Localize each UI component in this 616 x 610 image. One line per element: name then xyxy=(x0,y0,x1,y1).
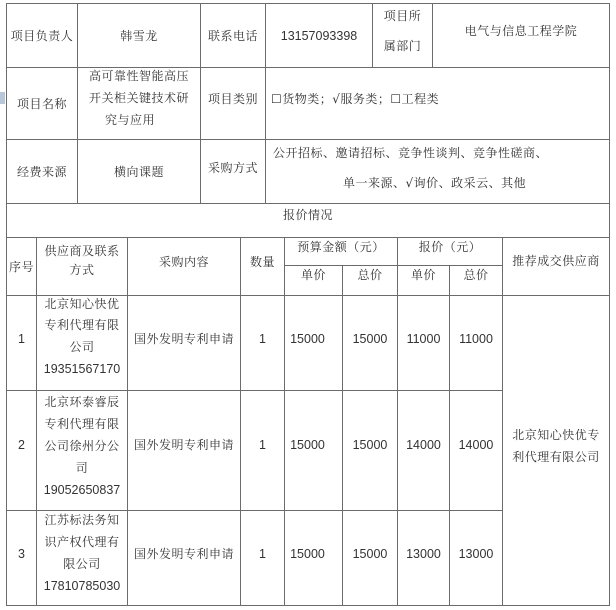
row1-seq: 1 xyxy=(18,331,25,346)
funding-source-label: 经费来源 xyxy=(16,164,67,179)
dept-label-line1: 项目所 xyxy=(383,9,422,23)
leader-label: 项目负责人 xyxy=(10,28,74,43)
row2-budget-unit: 15000 xyxy=(290,438,325,452)
project-type-value: ☐货物类；√服务类；☐工程类 xyxy=(271,92,440,106)
row2-supplier-line3: 公司徐州分公 xyxy=(44,439,120,453)
row3-supplier-line2: 识产权代理有 xyxy=(44,535,120,549)
row1-qty: 1 xyxy=(259,331,266,346)
row2-content: 国外发明专利申请 xyxy=(133,438,234,452)
row3-supplier-phone: 17810785030 xyxy=(43,579,121,593)
col-quote-header: 报价（元） xyxy=(418,240,482,254)
col-recommended-header: 推荐成交供应商 xyxy=(512,254,600,268)
funding-source-value: 横向课题 xyxy=(113,164,164,179)
col-budget-total-header: 总价 xyxy=(357,268,383,282)
row1-content: 国外发明专利申请 xyxy=(133,331,234,346)
recommended-supplier-line2: 利代理有限公司 xyxy=(512,450,600,464)
leader-value: 韩雪龙 xyxy=(120,28,158,43)
dept-label-line2: 属部门 xyxy=(383,39,422,53)
row2-supplier-line4: 司 xyxy=(75,461,89,475)
row3-supplier-line3: 限公司 xyxy=(63,557,101,571)
recommended-supplier-line1: 北京知心快优专 xyxy=(512,428,600,442)
phone-label: 联系电话 xyxy=(207,28,258,43)
col-quote-unit-header: 单价 xyxy=(410,268,436,282)
row1-supplier-phone: 19351567170 xyxy=(43,362,121,376)
row1-budget-unit: 15000 xyxy=(290,331,325,346)
grid-line xyxy=(609,3,610,606)
col-budget-unit-header: 单价 xyxy=(300,268,326,282)
col-quote-total-header: 总价 xyxy=(463,268,489,282)
row1-quote-unit: 11000 xyxy=(406,331,441,346)
row1-supplier-line2: 专利代理有限 xyxy=(44,318,120,332)
row2-supplier-line1: 北京环泰睿辰 xyxy=(44,395,120,409)
row3-budget-unit: 15000 xyxy=(290,546,325,561)
row3-supplier-line1: 江苏标法务知 xyxy=(44,513,120,527)
row2-supplier-line2: 专利代理有限 xyxy=(44,417,120,431)
col-supplier-header-line2: 方式 xyxy=(69,263,95,277)
row3-quote-unit: 13000 xyxy=(406,546,441,561)
project-name-label: 项目名称 xyxy=(16,96,67,111)
row1-quote-total: 11000 xyxy=(459,331,493,346)
procurement-method-line2: 单一来源、√询价、政采云、其他 xyxy=(343,176,527,190)
grid-line xyxy=(502,237,503,605)
dept-value: 电气与信息工程学院 xyxy=(464,24,578,38)
row3-seq: 3 xyxy=(18,546,25,561)
margin-marker xyxy=(0,92,5,104)
quote-section-title: 报价情况 xyxy=(282,208,333,222)
row1-budget-total: 15000 xyxy=(352,331,388,346)
col-content-header: 采购内容 xyxy=(158,255,209,269)
row2-quote-total: 14000 xyxy=(458,438,494,452)
row2-budget-total: 15000 xyxy=(352,438,388,452)
col-supplier-header-line1: 供应商及联系 xyxy=(44,244,120,258)
row1-supplier-line1: 北京知心快优 xyxy=(44,297,120,311)
row1-supplier-line3: 公司 xyxy=(69,340,95,354)
row2-quote-unit: 14000 xyxy=(406,438,441,452)
row2-supplier-phone: 19052650837 xyxy=(43,483,121,497)
col-seq-header: 序号 xyxy=(8,259,34,274)
row3-content: 国外发明专利申请 xyxy=(133,546,234,561)
phone-value: 13157093398 xyxy=(280,28,358,43)
col-budget-header: 预算金额（元） xyxy=(297,240,385,254)
project-name-line1: 高可靠性智能高压 xyxy=(88,69,189,83)
row3-budget-total: 15000 xyxy=(352,546,388,561)
col-qty-header: 数量 xyxy=(249,255,275,269)
row3-quote-total: 13000 xyxy=(458,546,494,561)
project-name-line2: 开关柜关键技术研 xyxy=(88,91,189,105)
project-name-line3: 究与应用 xyxy=(104,113,155,127)
procurement-method-label: 采购方式 xyxy=(207,161,258,175)
grid-line xyxy=(6,605,610,606)
row2-seq: 2 xyxy=(18,438,25,452)
row2-qty: 1 xyxy=(259,438,266,452)
procurement-method-line1: 公开招标、邀请招标、竞争性谈判、竞争性磋商、 xyxy=(273,146,549,160)
project-type-label: 项目类别 xyxy=(207,92,258,106)
row3-qty: 1 xyxy=(259,546,266,561)
